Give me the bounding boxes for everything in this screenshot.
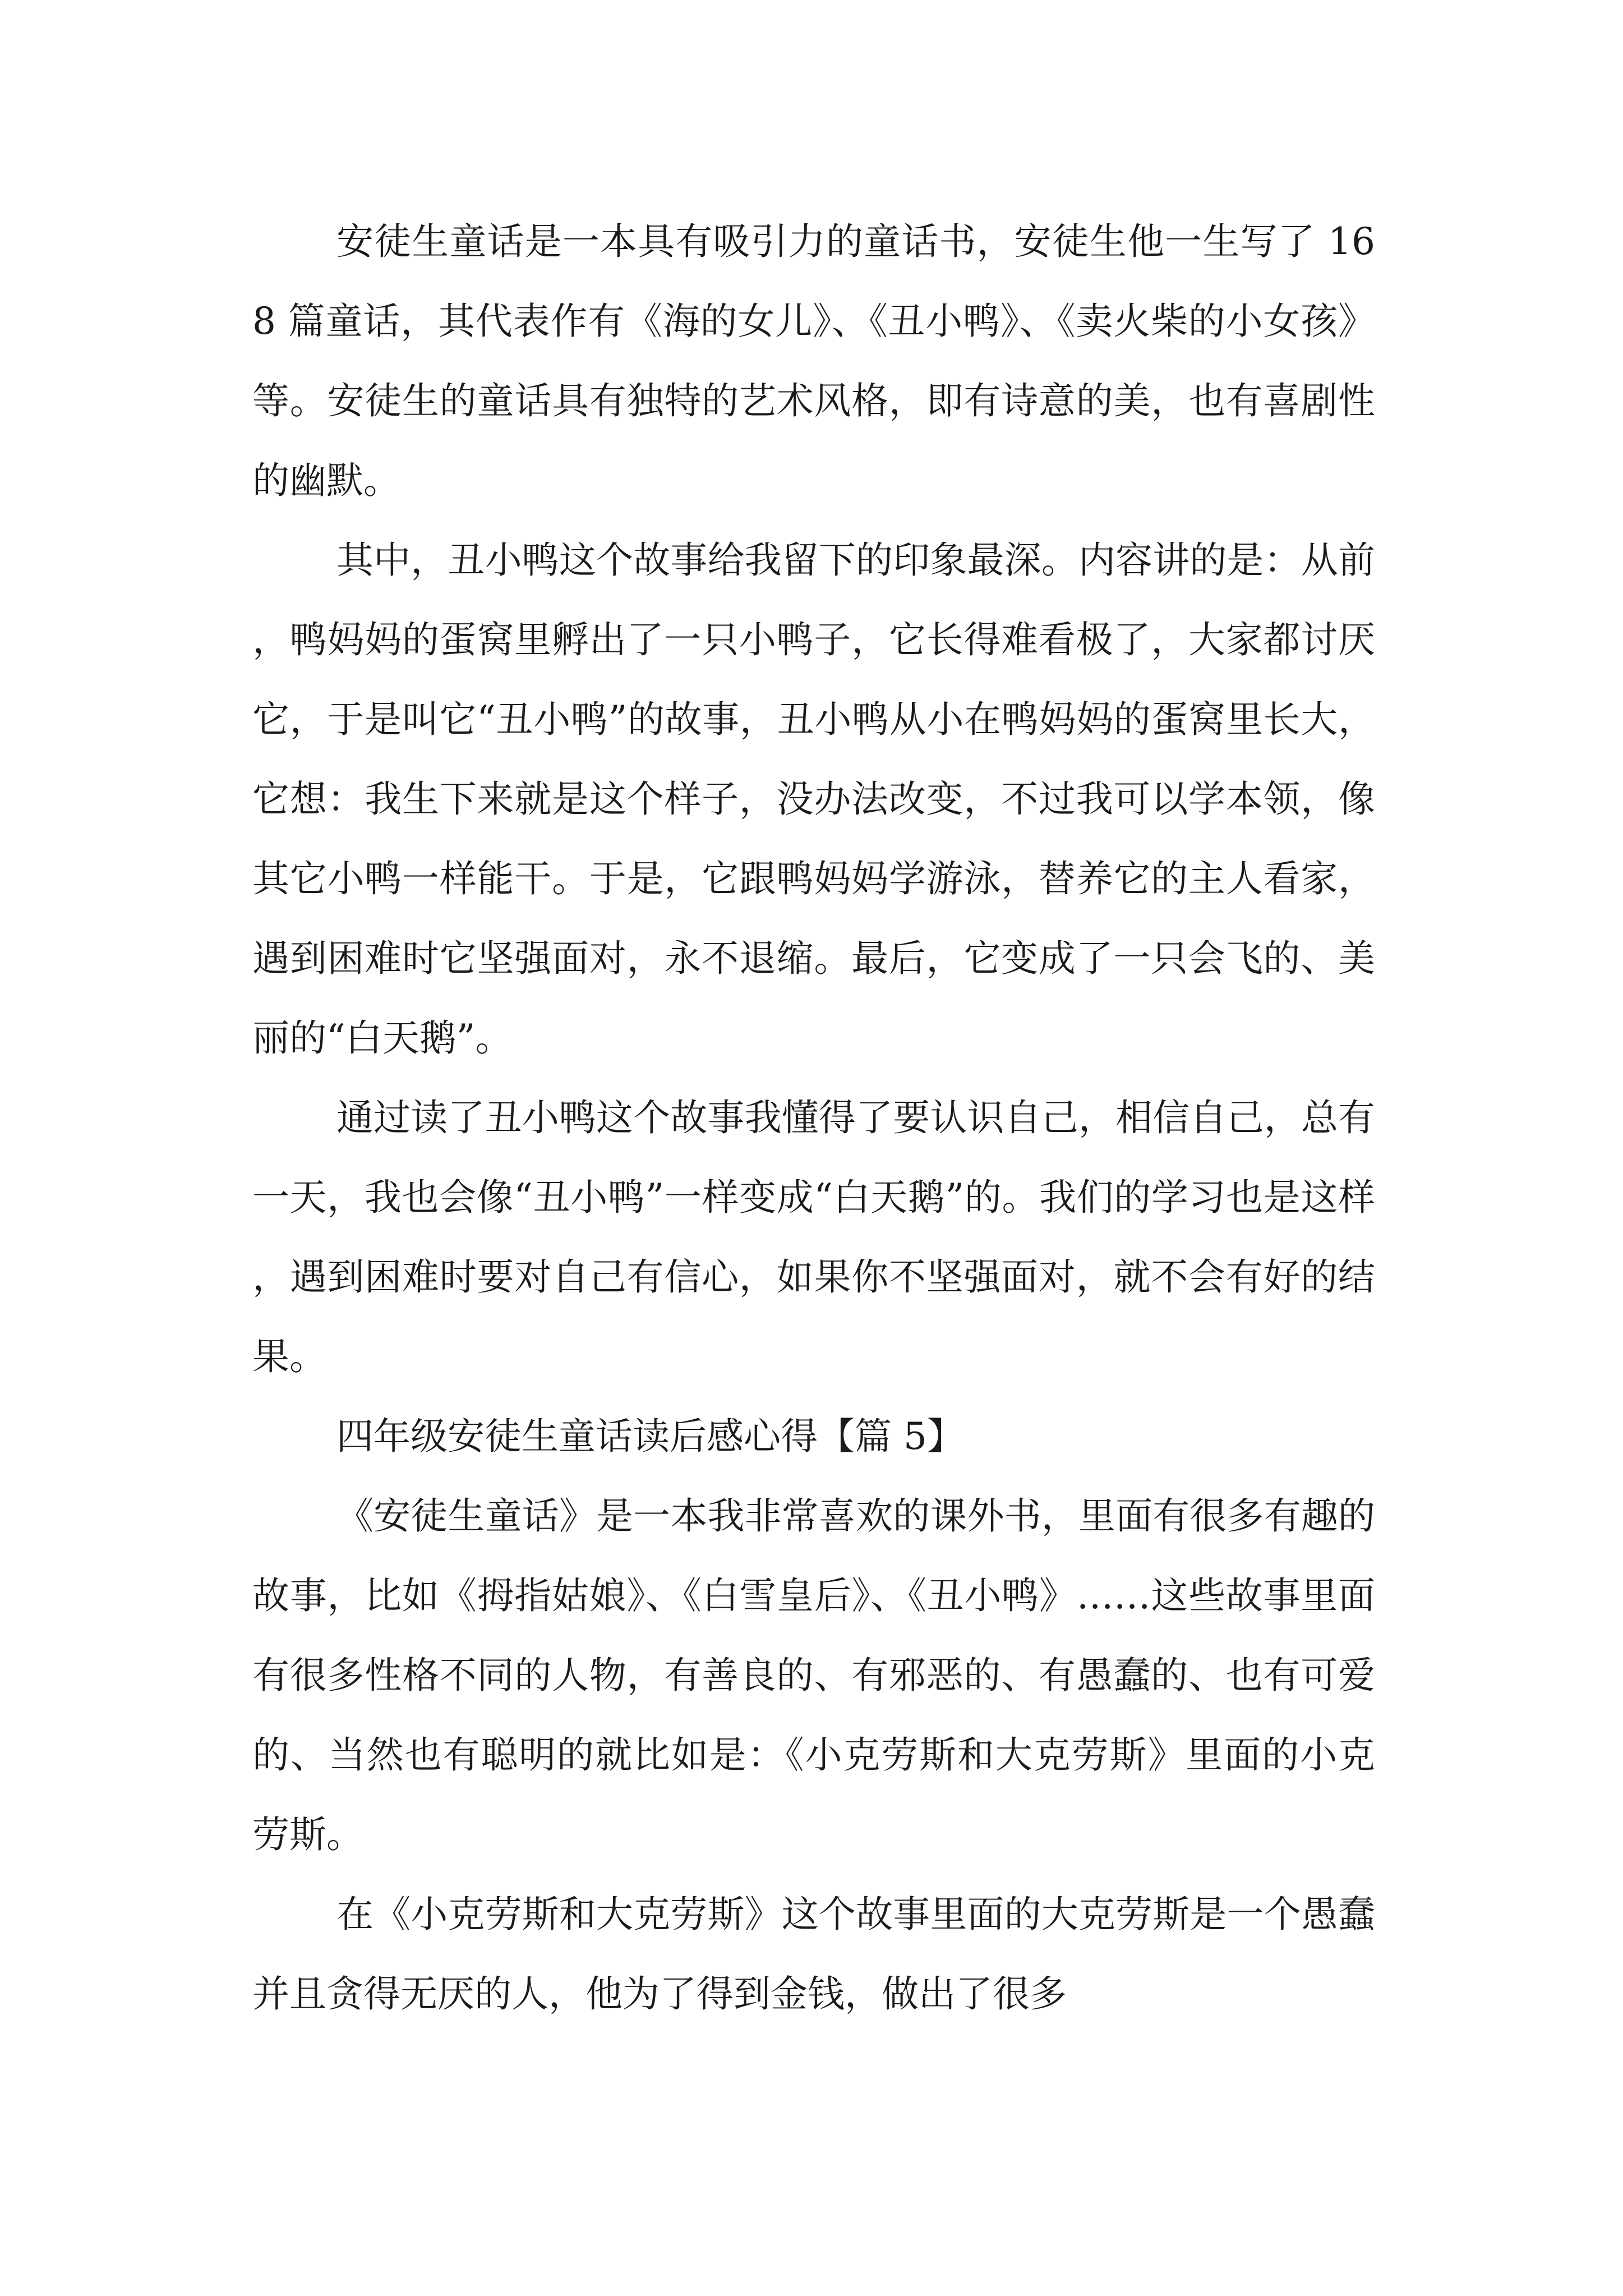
paragraph-ugly-duckling-story: 其中，丑小鸭这个故事给我留下的印象最深。内容讲的是：从前，鸭妈妈的蛋窝里孵出了一只小鸭子，它长得难看极了，大家都讨厌它，于是叫它“丑小鸭”的故事，丑小鸭从小在鸭妈妈的蛋窝里长大，它想：我生下来就是这个样子，没办法改变，不过我可以学本领，像其它小鸭一样能干。于是，它跟鸭妈妈学游泳，替养它的主人看家，遇到困难时它坚强面对，永不退缩。最后，它变成了一只会飞的、美丽的“白天鹅”。 xyxy=(252,539,1375,1060)
paragraph-favorite-book: 《安徒生童话》是一本我非常喜欢的课外书，里面有很多有趣的故事，比如《拇指姑娘》、《白雪皇后》、《丑小鸭》……这些故事里面有很多性格不同的人物，有善良的、有邪恶的、有愚蠢的、也有可爱的、当然也有聪明的就比如是：《小克劳斯和大克劳斯》里面的小克劳斯。 xyxy=(252,1494,1375,1856)
document-body xyxy=(252,202,1375,2034)
paragraph-klaus-story: 在《小克劳斯和大克劳斯》这个故事里面的大克劳斯是一个愚蠢并且贪得无厌的人，他为了得到金钱，做出了很多 xyxy=(252,1893,1375,2016)
paragraph-lesson: 通过读了丑小鸭这个故事我懂得了要认识自己，相信自己，总有一天，我也会像“丑小鸭”一样变成“白天鹅”的。我们的学习也是这样，遇到困难时要对自己有信心，如果你不坚强面对，就不会有好的结果。 xyxy=(252,1096,1375,1378)
section-heading: 四年级安徒生童话读后感心得【篇 5】 xyxy=(336,1415,964,1458)
paragraph-intro: 安徒生童话是一本具有吸引力的童话书，安徒生他一生写了 168 篇童话，其代表作有《海的女儿》、《丑小鸭》、《卖火柴的小女孩》等。安徒生的童话具有独特的艺术风格，即有诗意的美，也有喜剧性的幽默。 xyxy=(252,220,1375,502)
